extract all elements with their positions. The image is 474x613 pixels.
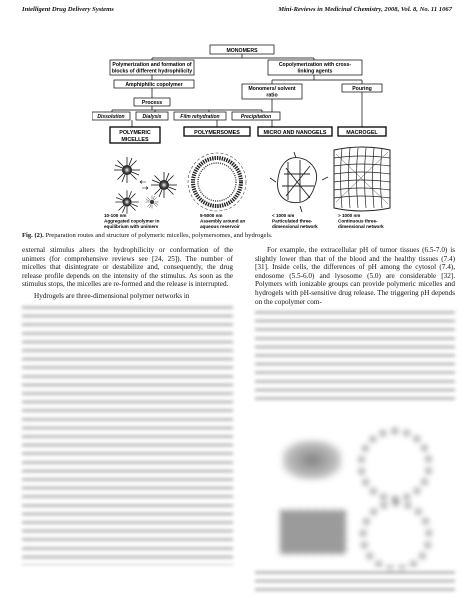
macrogel-desc-2: dimensional network	[338, 224, 384, 229]
nanogel-illustration	[270, 152, 328, 212]
dialysis-label: Dialysis	[142, 114, 162, 120]
paragraph: Hydrogels are three-dimensional polymer networks in	[34, 291, 190, 300]
pouring-label: Pouring	[352, 86, 372, 92]
blurred-figure-top	[282, 440, 342, 480]
journal-section-title: Intelligent Drug Delivery Systems	[22, 6, 114, 13]
micro-nanogels-label: MICRO AND NANOGELS	[263, 130, 327, 136]
figure-caption	[22, 232, 454, 240]
polymeric-micelles-label-1: POLYMERIC	[119, 130, 151, 136]
figure-label: Fig. (2).	[22, 232, 44, 239]
paragraph: external stimulus alters the hydrophilicity or conformation of the unimers (for comprehensive reviews see [24, 25]). The number of micelles that disintegrate or destabilize and, consequently, the drug release profile depends on the intensity of the stimulus. As soon as the stimulus stops, the micelles are re-formed and the release is interrupted.	[22, 246, 233, 289]
process-label: Process	[141, 100, 163, 106]
micelle-star-illustration	[114, 157, 177, 214]
film-rehydration-label: Film rehydration	[180, 114, 220, 120]
right-column	[255, 246, 455, 400]
monomers-solvent-label-1: Monomers/ solvent	[248, 86, 296, 92]
journal-citation: Mini-Reviews in Medicinal Chemistry, 2008, Vol. 8, No. 11 1067	[278, 6, 452, 13]
precipitation-label: Precipitation	[240, 114, 272, 120]
blurred-text-block	[22, 303, 233, 565]
polymerization-label-1: Polymerization and formation of	[112, 62, 192, 68]
caption-text: Preparation routes and structure of polymeric micelles, polymersomes, and hydrogels.	[43, 232, 273, 239]
blurred-text-block	[255, 308, 455, 400]
macrogel-label: MACROGEL	[346, 130, 378, 136]
left-column	[22, 246, 233, 565]
macrogel-size: > 1000 nm	[338, 213, 361, 218]
polymersome-desc-2: aqueous reservoir	[200, 224, 240, 229]
figure-diagram	[92, 42, 392, 230]
copolymerization-label-1: Copolymerization with cross-	[278, 62, 352, 68]
polymersome-desc-1: Assembly around an	[200, 218, 246, 224]
micelle-desc-1: Aggregated copolymer in	[104, 218, 160, 224]
copolymerization-label-2: linking agents	[297, 68, 333, 75]
macrogel-illustration	[334, 147, 390, 211]
micelle-size: 10-100 nm	[104, 213, 127, 218]
blurred-figure-circle	[358, 428, 432, 502]
monomers-solvent-label-2: ratio	[266, 92, 278, 99]
paragraph: For example, the extracellular pH of tumor tissues (6.5-7.0) is slightly lower than that of the blood and the healthy tissues (7.4) [31]. Inside cells, the differences of pH among the cytosol (7.4), endosome (5.5-6.0) and lysosome (5.0) are considerable [32]. Polymers with ionizable groups can provide polymeric micelles and hydrogels with pH-sensitive drug release. The triggering pH depends on the copolymer com-	[255, 246, 455, 306]
nanogel-desc-2: dimensional network	[272, 224, 318, 229]
dissolution-label: Dissolution	[97, 114, 125, 120]
polymersomes-label: POLYMERSOMES	[194, 130, 240, 136]
polymerization-label-2: blocks of different hydrophilicity	[111, 68, 193, 75]
blurred-figure-circle-2	[360, 500, 432, 572]
monomers-label: MONOMERS	[226, 48, 258, 54]
blurred-figure-bottom	[280, 510, 346, 554]
nanogel-desc-1: Particulated three-	[272, 218, 313, 224]
macrogel-desc-1: Continuous three-	[338, 218, 378, 224]
nanogel-size: < 1000 nm	[272, 213, 295, 218]
polymersome-size: 5-5000 nm	[200, 213, 223, 218]
running-header	[22, 6, 452, 18]
micelle-desc-2: equilibrium with unimers	[104, 224, 159, 229]
amphiphilic-label: Amphiphilic copolymer	[125, 82, 183, 88]
polymeric-micelles-label-2: MICELLES	[121, 137, 149, 143]
blurred-figure-caption	[255, 568, 455, 594]
polymersome-illustration	[188, 153, 246, 211]
figure-2	[92, 42, 392, 230]
